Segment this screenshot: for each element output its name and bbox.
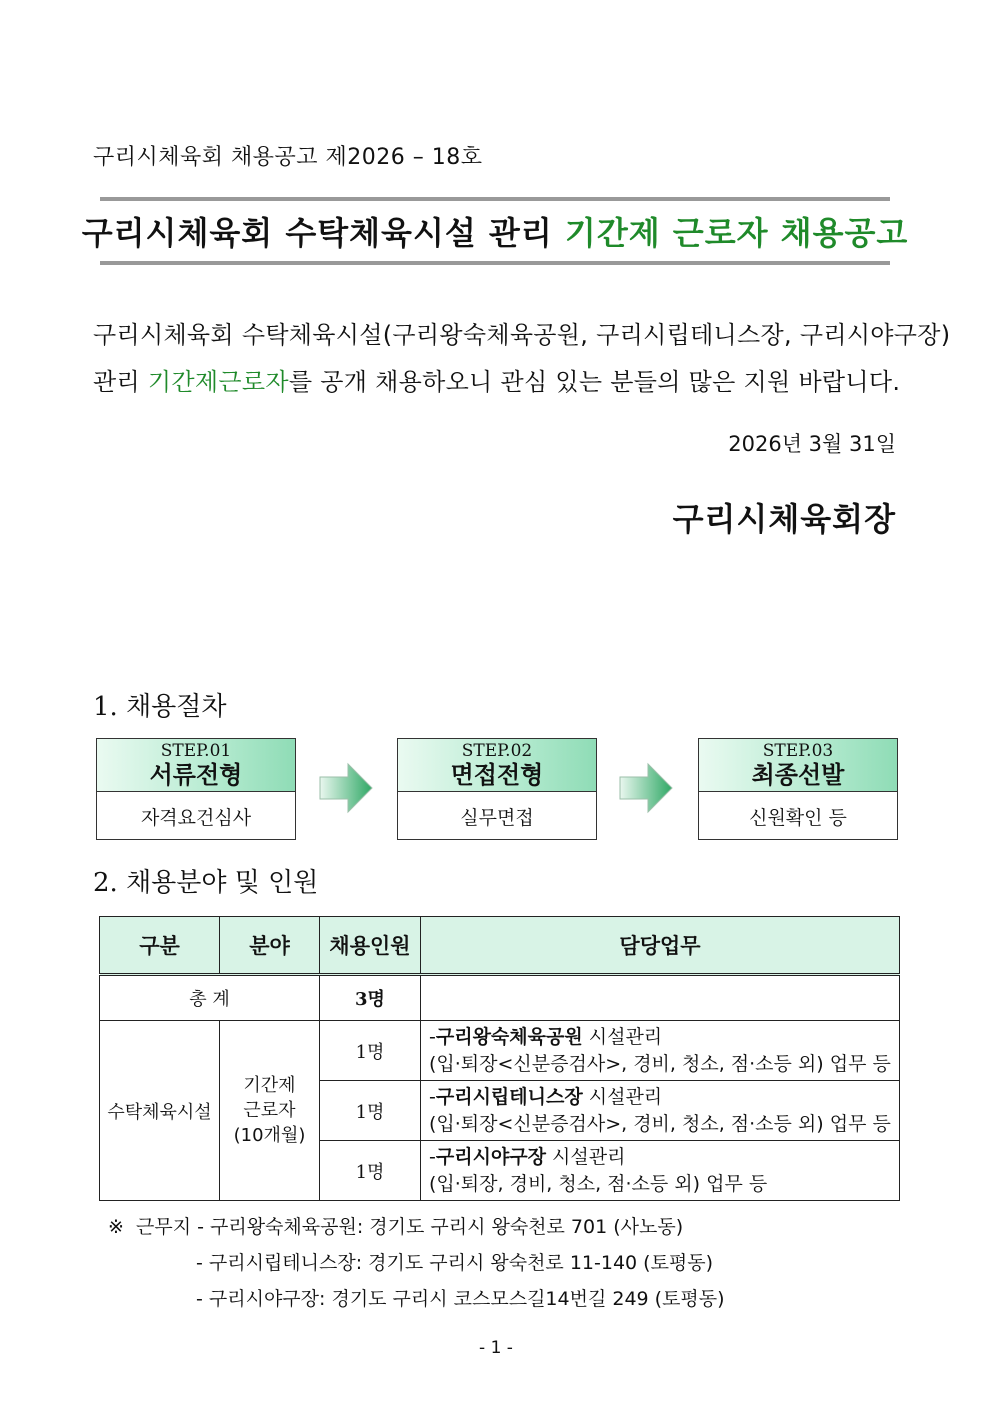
duty-prefix: - bbox=[429, 1145, 436, 1168]
step-box-1 bbox=[96, 738, 296, 840]
page-number: - 1 - bbox=[479, 1338, 513, 1358]
step-desc-1: 자격요건심사 bbox=[140, 807, 252, 829]
field-line2: 근로자 bbox=[243, 1100, 296, 1121]
duty-line1 bbox=[429, 1024, 899, 1051]
step-desc-3: 신원확인 등 bbox=[749, 807, 847, 829]
total-count: 3명 bbox=[320, 975, 421, 1021]
total-label: 총 계 bbox=[100, 975, 320, 1021]
title-part1: 구리시체육회 수탁체육시설 관리 bbox=[81, 214, 565, 252]
header-category: 구분 bbox=[100, 917, 220, 975]
step-head-2 bbox=[398, 739, 596, 792]
duty-line2: (입·퇴장, 경비, 청소, 점·소등 외) 업무 등 bbox=[429, 1172, 768, 1195]
section2-heading: 2. 채용분야 및 인원 bbox=[93, 868, 319, 898]
row-duty-1 bbox=[421, 1021, 900, 1081]
duty-line1 bbox=[429, 1144, 899, 1171]
duty-facility: 구리시야구장 bbox=[435, 1145, 546, 1168]
step-name-1: 서류전형 bbox=[149, 761, 243, 789]
notice-date: 2026년 3월 31일 bbox=[728, 432, 896, 456]
step-box-3 bbox=[698, 738, 898, 840]
step-number-1: STEP.01 bbox=[160, 741, 232, 761]
signer: 구리시체육회장 bbox=[672, 500, 896, 538]
step-number-2: STEP.02 bbox=[461, 741, 533, 761]
intro-line2-b: 를 공개 채용하오니 관심 있는 분들의 많은 지원 바랍니다. bbox=[288, 368, 901, 396]
header-count: 채용인원 bbox=[320, 917, 421, 975]
duty-line2: (입·퇴장<신분증검사>, 경비, 청소, 점·소등 외) 업무 등 bbox=[429, 1112, 891, 1135]
page-title bbox=[81, 197, 909, 265]
section1-heading: 1. 채용절차 bbox=[93, 692, 227, 722]
duty-prefix: - bbox=[429, 1025, 436, 1048]
duty-facility: 구리시립테니스장 bbox=[435, 1085, 583, 1108]
field-line3: (10개월) bbox=[233, 1125, 306, 1146]
step-head-1 bbox=[97, 739, 295, 792]
total-duty-empty bbox=[421, 975, 900, 1021]
category-cell: 수탁체육시설 bbox=[100, 1021, 220, 1201]
duty-line2: (입·퇴장<신분증검사>, 경비, 청소, 점·소등 외) 업무 등 bbox=[429, 1052, 891, 1075]
header-duty: 담당업무 bbox=[421, 917, 900, 975]
row-count-3: 1명 bbox=[320, 1141, 421, 1201]
duty-facility: 구리왕숙체육공원 bbox=[435, 1025, 583, 1048]
arrow-right-icon bbox=[318, 762, 374, 814]
header-field: 분야 bbox=[220, 917, 320, 975]
intro-line2 bbox=[93, 362, 899, 397]
row-duty-2 bbox=[421, 1081, 900, 1141]
workplace-note-2: - 구리시립테니스장: 경기도 구리시 왕숙천로 11-140 (토평동) bbox=[196, 1252, 714, 1274]
intro-line1: 구리시체육회 수탁체육시설(구리왕숙체육공원, 구리시립테니스장, 구리시야구장) bbox=[93, 321, 951, 349]
field-cell bbox=[220, 1021, 320, 1201]
arrow-right-icon bbox=[618, 762, 674, 814]
step-number-3: STEP.03 bbox=[762, 741, 834, 761]
step-head-3 bbox=[699, 739, 897, 792]
intro-line2-green: 기간제근로자 bbox=[147, 368, 289, 396]
duty-rest: 시설관리 bbox=[582, 1025, 663, 1048]
recruitment-table bbox=[99, 916, 900, 1201]
duty-prefix: - bbox=[429, 1085, 436, 1108]
title-part2: 기간제 근로자 채용공고 bbox=[564, 214, 909, 252]
row-duty-3 bbox=[421, 1141, 900, 1201]
workplace-note-1: ※ 근무지 - 구리왕숙체육공원: 경기도 구리시 왕숙천로 701 (사노동) bbox=[108, 1216, 684, 1238]
duty-rest: 시설관리 bbox=[582, 1085, 663, 1108]
step-name-3: 최종선발 bbox=[751, 761, 845, 789]
notice-number: 구리시체육회 채용공고 제2026 – 18호 bbox=[93, 145, 483, 170]
workplace-note-3: - 구리시야구장: 경기도 구리시 코스모스길14번길 249 (토평동) bbox=[196, 1288, 725, 1310]
table-row bbox=[100, 1021, 900, 1081]
intro-line2-a: 관리 bbox=[93, 368, 148, 396]
field-line1: 기간제 bbox=[243, 1075, 296, 1096]
duty-line1 bbox=[429, 1084, 899, 1111]
row-count-1: 1명 bbox=[320, 1021, 421, 1081]
row-count-2: 1명 bbox=[320, 1081, 421, 1141]
table-header-row bbox=[100, 917, 900, 975]
total-row bbox=[100, 975, 900, 1021]
duty-rest: 시설관리 bbox=[545, 1145, 626, 1168]
step-desc-2: 실무면접 bbox=[460, 807, 534, 829]
step-box-2 bbox=[397, 738, 597, 840]
step-name-2: 면접전형 bbox=[450, 761, 544, 789]
